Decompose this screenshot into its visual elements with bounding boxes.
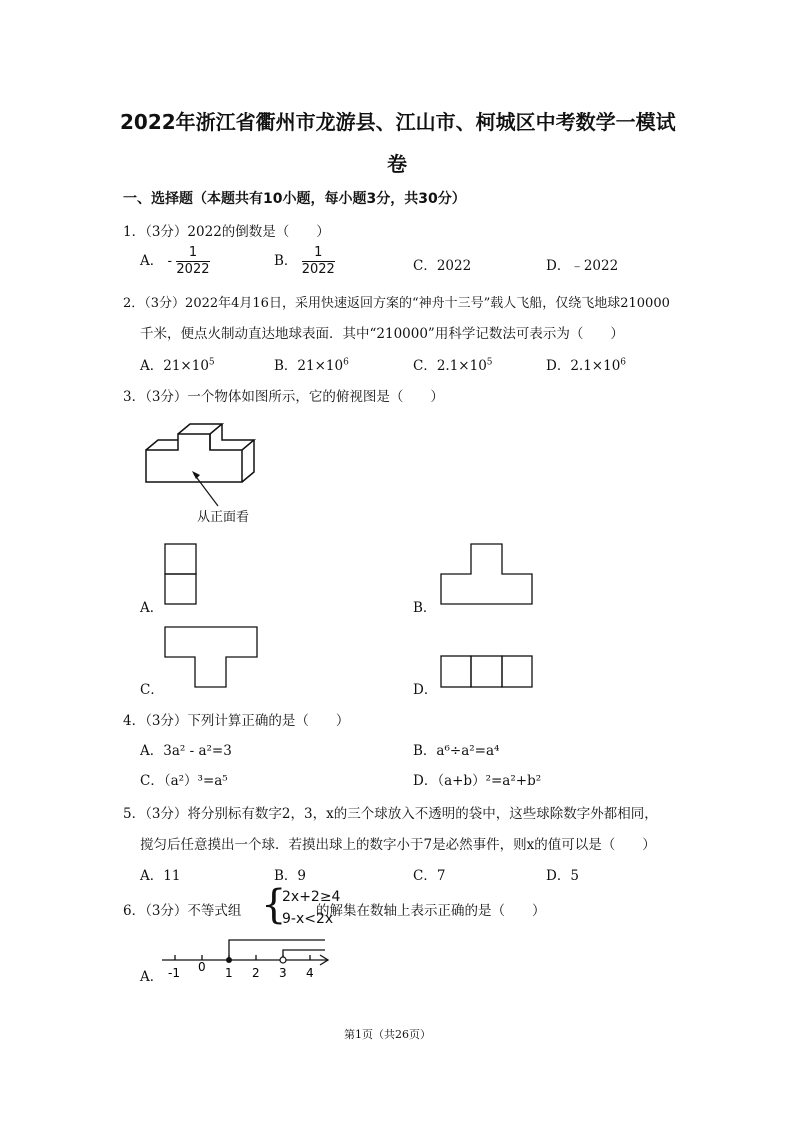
question-1-stem: 1．（3分）2022的倒数是（ ）: [123, 224, 330, 240]
q1-option-b-fraction: [302, 245, 335, 278]
q1-a-denominator: 2022: [176, 262, 210, 277]
q1-option-b-label: B．: [274, 253, 298, 269]
page-footer: 第1页（共26页）: [344, 1028, 431, 1041]
question-3-stem: 3．（3分）一个物体如图所示，它的俯视图是（ ）: [123, 389, 444, 405]
q3-option-a: A．: [140, 600, 164, 616]
q6-inequality-1: 2x+2≥4: [282, 889, 341, 905]
question-5-line1: 5．（3分）将分别标有数字2，3，x的三个球放入不透明的袋中，这些球除数字外都相同，: [123, 806, 658, 822]
q3-figure-caption: 从正面看: [197, 510, 250, 525]
axis-tick-label: 2: [252, 966, 260, 980]
q5-option-c: C．7: [413, 868, 446, 884]
q6-closed-point: [226, 957, 232, 963]
q5-option-b: B．9: [274, 868, 307, 884]
q5-option-a: A．11: [140, 868, 181, 884]
question-6-suffix: 的解集在数轴上表示正确的是（ ）: [316, 903, 546, 919]
q3-option-b: B．: [413, 600, 437, 616]
q2-c-exp: 5: [486, 357, 493, 368]
axis-tick-label: 4: [306, 966, 314, 980]
q2-c-text: C．2.1×10: [413, 358, 487, 374]
q1-option-d: D．﹣2022: [546, 258, 619, 274]
question-5-line2: 搅匀后任意摸出一个球．若摸出球上的数字小于7是必然事件，则x的值可以是（ ）: [140, 837, 656, 853]
q3-option-d-figure: [440, 655, 534, 689]
q3-option-c: C．: [140, 682, 164, 698]
q2-option-c: [413, 354, 493, 374]
section-header: 一、选择题（本题共有10小题，每小题3分，共30分）: [123, 191, 466, 207]
q2-d-text: D．2.1×10: [546, 358, 621, 374]
q2-a-exp: 5: [208, 357, 215, 368]
axis-tick-label: -1: [168, 966, 180, 980]
q4-option-b: B．a⁶÷a²=a⁴: [413, 743, 500, 759]
q1-option-a-fraction: [176, 245, 209, 278]
q2-b-exp: 6: [343, 357, 349, 368]
q4-option-c: C．（a²）³=a⁵: [140, 773, 228, 789]
q6-open-point: [280, 957, 286, 963]
q4-option-d: D．（a+b）²=a²+b²: [413, 773, 542, 789]
q1-option-b: [274, 245, 335, 278]
q2-option-d: [546, 354, 626, 374]
q1-b-denominator: 2022: [301, 262, 335, 277]
question-2-line2: 千米，便点火制动直达地球表面．其中“210000”用科学记数法可表示为（ ）: [140, 326, 624, 342]
q4-option-a: A．3a² - a²=3: [140, 743, 232, 759]
q2-d-exp: 6: [620, 357, 627, 368]
q1-option-c: C．2022: [413, 258, 472, 274]
q1-option-a-label: A．: [140, 253, 164, 269]
q6-system-brace: {: [261, 882, 287, 928]
question-6-prefix: 6．（3分）不等式组: [123, 903, 242, 919]
axis-tick-label: 3: [279, 966, 287, 980]
q6-option-a: A．: [140, 969, 164, 985]
question-2-line1: 2．（3分）2022年4月16日，采用快速返回方案的“神舟十三号”载人飞船，仅绕飞地球210000: [123, 296, 670, 311]
q2-b-text: B．21×10: [274, 358, 344, 374]
q6-option-a-number-line: [160, 935, 340, 985]
q3-option-d: D．: [413, 682, 438, 698]
q5-option-d: D．5: [546, 868, 579, 884]
axis-tick-label: 0: [198, 960, 206, 974]
page-title: 2022年浙江省衢州市龙游县、江山市、柯城区中考数学一模试: [120, 110, 676, 134]
question-4-stem: 4．（3分）下列计算正确的是（ ）: [123, 713, 350, 729]
q3-option-a-figure: [164, 543, 198, 607]
page-title-line2: 卷: [387, 152, 407, 176]
q2-option-a: [140, 354, 215, 374]
q3-option-b-figure: [440, 543, 534, 607]
q1-option-a: [140, 245, 210, 278]
q1-b-numerator: 1: [302, 245, 335, 262]
q2-option-b: [274, 354, 349, 374]
q2-a-text: A．21×10: [140, 358, 209, 374]
q1-option-a-sign: -: [167, 253, 173, 269]
q1-a-numerator: 1: [176, 245, 209, 262]
axis-tick-label: 1: [225, 966, 233, 980]
q3-option-c-figure: [164, 626, 260, 690]
q6-inequality-2: 9-x<2x: [282, 911, 334, 927]
